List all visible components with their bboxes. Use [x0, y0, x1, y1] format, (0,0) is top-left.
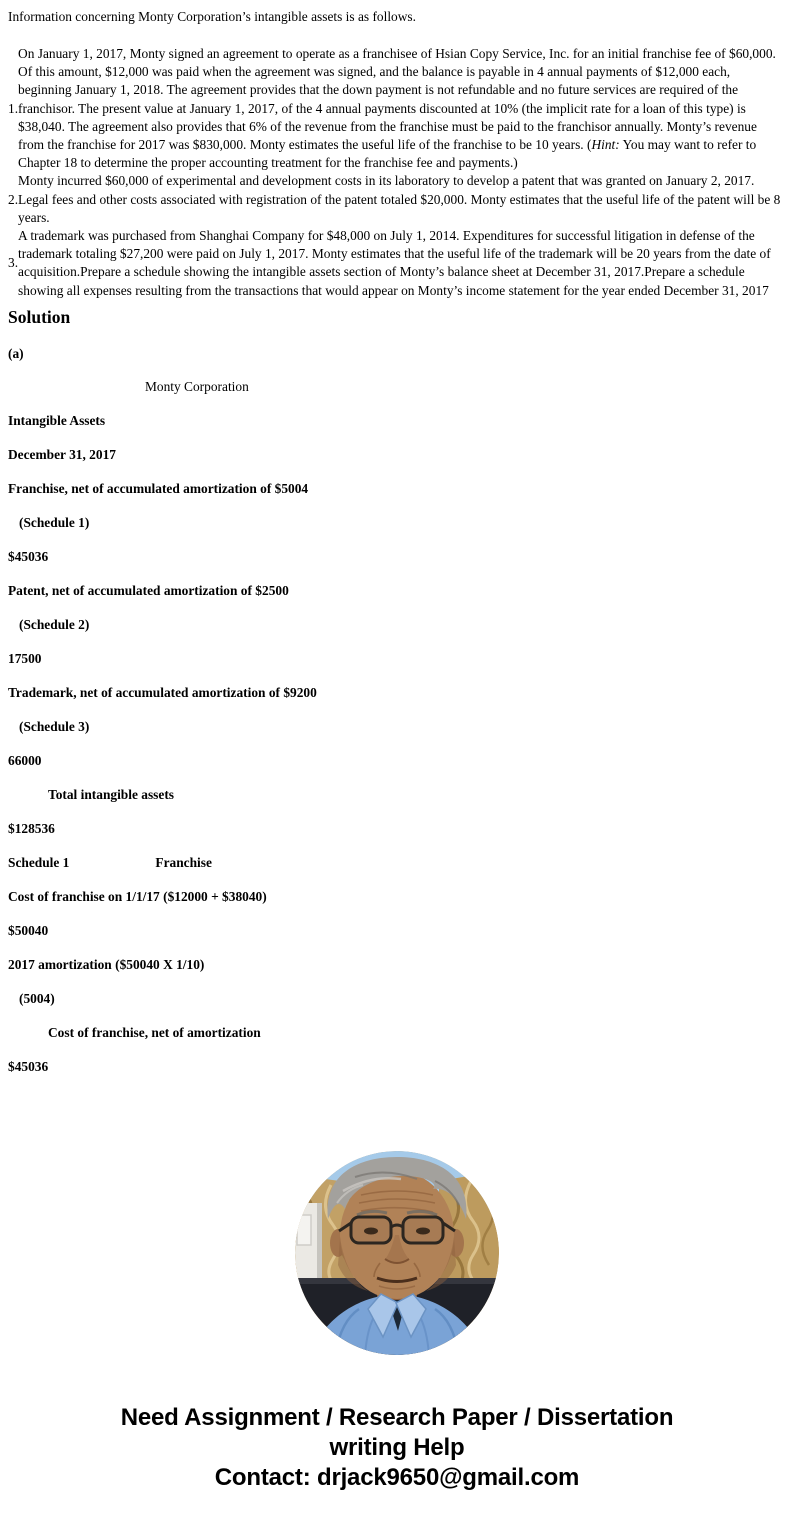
company-name: Monty Corporation	[145, 378, 249, 394]
footer-banner	[0, 1403, 794, 1493]
photo-section	[0, 1151, 794, 1355]
solution-line-franchise-net: Franchise, net of accumulated amortization of $5004	[8, 480, 309, 496]
item-1-text-after-hint: You may want to refer to Chapter 18 to determine the proper accounting treatment for the franchise fee and payments.)	[18, 137, 757, 171]
problem-item-1	[8, 45, 786, 172]
footer-contact-email: Contact: drjack9650@gmail.com	[214, 1464, 580, 1491]
schedule1-label: Schedule 1	[8, 854, 70, 870]
solution-part-label: (a)	[8, 345, 24, 361]
item-number: 3.	[8, 255, 19, 271]
solution-line-amortization: 2017 amortization ($50040 X 1/10)	[8, 956, 205, 972]
solution-line-franchise-value: $45036	[8, 548, 49, 564]
solution-line-total-value: $128536	[8, 820, 55, 836]
solution-line-net-label: Cost of franchise, net of amortization	[48, 1024, 261, 1040]
item-number: 2.	[8, 191, 19, 207]
problem-item-2	[8, 172, 786, 227]
footer-line-2: writing Help	[329, 1434, 465, 1461]
item-text: A trademark was purchased from Shanghai Company for $48,000 on July 1, 2014. Expenditures for successful litigation in defense of the trademark totaling $27,200 were paid on July 1, 2017. Monty estimates that the useful life of the trademark will be 20 years from the date of acquisition.Prepare a schedule showing the intangible assets section of Monty’s balance sheet at December 31, 2017.Prepare a schedule showing all expenses resulting from the transactions that would appear on Monty’s income statement for the year ended December 31, 2017	[18, 228, 771, 298]
footer-line-1: Need Assignment / Research Paper / Dissertation	[120, 1404, 674, 1431]
item-number: 1.	[8, 100, 19, 116]
schedule1-title: Franchise	[155, 854, 212, 870]
hint-label: Hint:	[591, 137, 620, 153]
solution-line-amortization-value: (5004)	[19, 990, 55, 1006]
item-text	[18, 45, 786, 172]
solution-line-trademark-value: 66000	[8, 752, 42, 768]
solution-line-intangible-assets: Intangible Assets	[8, 412, 106, 428]
solution-schedule1-header	[8, 854, 786, 872]
solution-heading: Solution	[8, 306, 71, 327]
solution-line-patent-net: Patent, net of accumulated amortization of $2500	[8, 582, 289, 598]
solution-line-cost-value: $50040	[8, 922, 49, 938]
solution-line-cost-of-franchise: Cost of franchise on 1/1/17 ($12000 + $38040)	[8, 888, 267, 904]
solution-line-schedule1-ref: (Schedule 1)	[19, 514, 90, 530]
tutor-headshot-photo	[295, 1151, 499, 1355]
solution-line-trademark-net: Trademark, net of accumulated amortization of $9200	[8, 684, 317, 700]
solution-line-patent-value: 17500	[8, 650, 42, 666]
solution-line-total-label: Total intangible assets	[48, 786, 174, 802]
solution-line-net-value: $45036	[8, 1058, 49, 1074]
solution-line-schedule3-ref: (Schedule 3)	[19, 718, 90, 734]
intro-text: Information concerning Monty Corporation’s intangible assets is as follows.	[8, 9, 416, 24]
item-1-text-before-hint: On January 1, 2017, Monty signed an agreement to operate as a franchisee of Hsian Copy Service, Inc. for an initial franchise fee of $60,000. Of this amount, $12,000 was paid when the agreement was signed, and the balance is payable in 4 annual payments of $12,000 each, beginning January 1, 2018. The agreement provides that the down payment is not refundable and no future services are required of the franchisor. The present value at January 1, 2017, of the 4 annual payments discounted at 10% (the implicit rate for a loan of this type) is $38,040. The agreement also provides that 6% of the revenue from the franchise must be paid to the franchisor annually. Monty’s revenue from the franchise for 2017 was $830,000. Monty estimates the useful life of the franchise to be 10 years. (	[18, 46, 776, 153]
problem-item-3	[8, 227, 786, 300]
item-text: Monty incurred $60,000 of experimental and development costs in its laboratory to develop a patent that was granted on January 2, 2017. Legal fees and other costs associated with registration of the patent totaled $20,000. Monty estimates that the useful life of the patent will be 8 years.	[18, 173, 781, 225]
problem-list	[8, 45, 786, 300]
solution-line-date: December 31, 2017	[8, 446, 116, 462]
solution-line-schedule2-ref: (Schedule 2)	[19, 616, 90, 632]
